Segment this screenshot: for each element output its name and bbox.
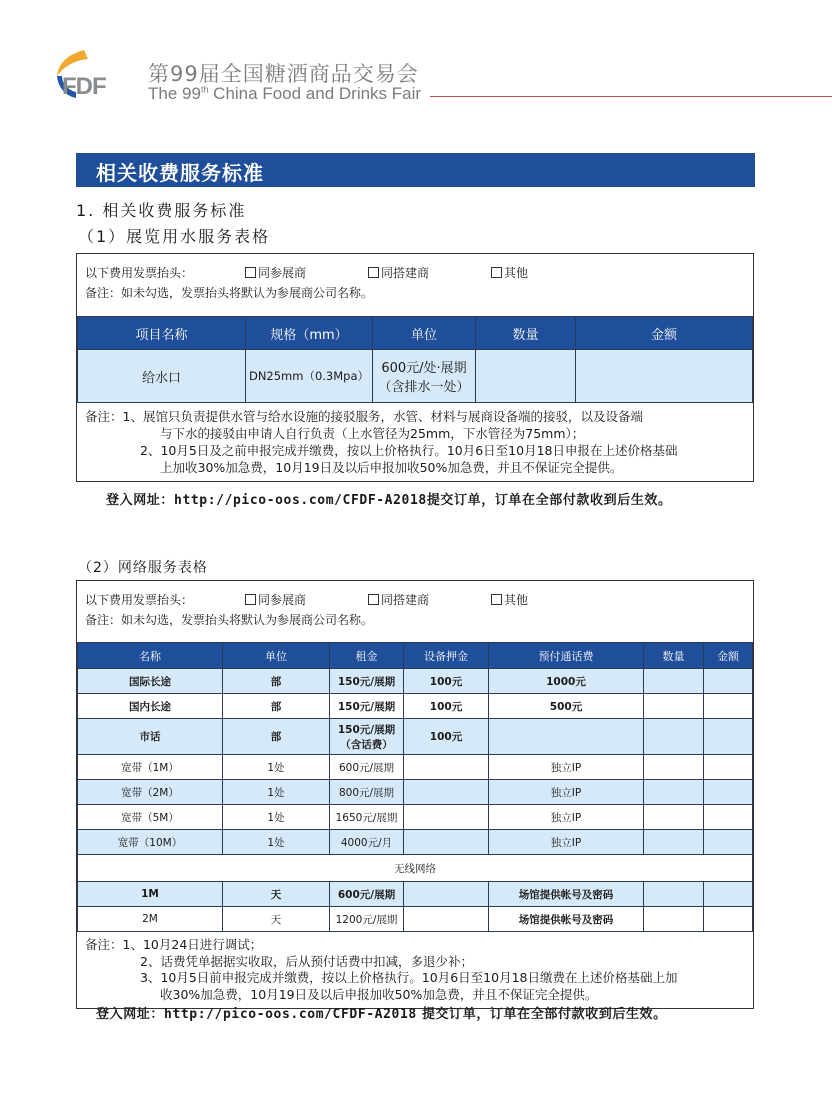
cell-unit: 部 — [223, 694, 330, 719]
note-item: 收30%加急费，10月19日及以后申报加收50%加急费，并且不保证完全提供。 — [160, 986, 598, 1002]
cell-unit: 1处 — [223, 780, 330, 805]
invoice-label: 以下费用发票抬头： — [85, 592, 194, 607]
note-item: 1、10月24日进行调试； — [122, 937, 263, 952]
cell-unit: 天 — [223, 882, 330, 907]
cell-prepay: 独立IP — [489, 780, 644, 805]
cell-amount[interactable] — [704, 780, 753, 805]
cell-unit: 部 — [223, 669, 330, 694]
table-row — [78, 694, 753, 719]
table-row — [78, 805, 753, 830]
cell-qty[interactable] — [644, 755, 704, 780]
cell-deposit — [404, 882, 489, 907]
checkbox-icon[interactable] — [245, 267, 256, 278]
fair-title-cn: 第99届全国糖酒商品交易会 — [148, 62, 419, 86]
option-label: 其他 — [504, 265, 529, 280]
invoice-option-builder[interactable] — [368, 264, 491, 281]
note-item: 1、展馆只负责提供水管与给水设施的接驳服务，水管、材料与展商设备端的接驳，以及设备端 — [122, 409, 643, 424]
notes-prefix: 备注： — [85, 937, 123, 952]
cell-rent — [330, 719, 404, 755]
cell-prepay: 500元 — [489, 694, 644, 719]
invoice-option-exhibitor[interactable] — [245, 264, 368, 281]
cell-prepay: 场馆提供帐号及密码 — [489, 907, 644, 932]
logo-text: FDF — [62, 73, 106, 100]
checkbox-icon[interactable] — [491, 267, 502, 278]
table-row — [78, 882, 753, 907]
cell-amount[interactable] — [704, 882, 753, 907]
invoice-option-other[interactable] — [491, 264, 614, 281]
checkbox-icon[interactable] — [368, 594, 379, 605]
table-row — [78, 350, 753, 403]
cell-amount[interactable] — [704, 805, 753, 830]
cell-qty[interactable] — [644, 805, 704, 830]
url-suffix: 提交订单，订单在全部付款收到后生效。 — [426, 493, 672, 508]
table-row — [78, 907, 753, 932]
cell-deposit — [404, 830, 489, 855]
invoice-option-exhibitor[interactable] — [245, 591, 368, 608]
col-header: 租金 — [330, 643, 404, 669]
cell-rent: 1650元/展期 — [330, 805, 404, 830]
title-en-suffix: China Food and Drinks Fair — [208, 84, 422, 103]
rent-line: （含话费） — [340, 738, 393, 751]
col-header: 金额 — [704, 643, 753, 669]
option-label: 同参展商 — [258, 265, 307, 280]
cell-name: 国内长途 — [78, 694, 223, 719]
fair-title-en — [148, 84, 421, 104]
cell-deposit — [404, 805, 489, 830]
option-label: 其他 — [504, 592, 529, 607]
network-rows — [78, 669, 753, 855]
col-header: 数量 — [476, 317, 576, 350]
cell-name: 市话 — [78, 719, 223, 755]
section-title-bar — [76, 153, 755, 187]
cell-deposit: 100元 — [404, 694, 489, 719]
col-header: 名称 — [78, 643, 223, 669]
cell-qty[interactable] — [644, 669, 704, 694]
option-label: 同参展商 — [258, 592, 307, 607]
header-divider — [430, 96, 832, 97]
water-table — [77, 316, 753, 403]
water-notes — [77, 403, 753, 481]
invoice-option-builder[interactable] — [368, 591, 491, 608]
cell-rent: 600元/展期 — [330, 755, 404, 780]
col-header: 单位 — [373, 317, 476, 350]
cell-amount[interactable] — [576, 350, 753, 403]
unit-line: 600元/处·展期 — [381, 361, 467, 376]
cell-unit: 部 — [223, 719, 330, 755]
note-item: 2、话费凭单据据实收取，后从预付话费中扣减，多退少补； — [140, 953, 473, 969]
cell-deposit: 100元 — [404, 719, 489, 755]
cell-name: 1M — [78, 882, 223, 907]
cell-qty[interactable] — [644, 694, 704, 719]
cell-name: 宽带（5M） — [78, 805, 223, 830]
cell-deposit — [404, 907, 489, 932]
cell-unit: 天 — [223, 907, 330, 932]
cell-qty[interactable] — [644, 719, 704, 755]
checkbox-icon[interactable] — [368, 267, 379, 278]
cell-prepay: 独立IP — [489, 830, 644, 855]
col-header: 规格（mm） — [246, 317, 373, 350]
url-suffix: 提交订单，订单在全部付款收到后生效。 — [416, 1007, 667, 1022]
notes-prefix: 备注： — [85, 409, 123, 424]
table-header-row — [78, 317, 753, 350]
cell-qty[interactable] — [644, 907, 704, 932]
water-table-box — [76, 253, 754, 482]
cell-prepay — [489, 719, 644, 755]
rent-line: 150元/展期 — [337, 723, 396, 736]
cell-name: 国际长途 — [78, 669, 223, 694]
order-url-link[interactable]: http://pico-oos.com/CFDF-A2018 — [164, 1007, 417, 1022]
invoice-note: 备注：如未勾选，发票抬头将默认为参展商公司名称。 — [85, 286, 374, 300]
option-label: 同搭建商 — [381, 592, 430, 607]
cell-deposit: 100元 — [404, 669, 489, 694]
wireless-rows — [78, 882, 753, 932]
note-item: 上加收30%加急费，10月19日及以后申报加收50%加急费，并且不保证完全提供。 — [160, 460, 623, 475]
water-invoice — [77, 254, 753, 316]
url-label: 登入网址： — [96, 1007, 165, 1022]
cell-qty[interactable] — [644, 882, 704, 907]
invoice-note: 备注：如未勾选，发票抬头将默认为参展商公司名称。 — [85, 613, 374, 627]
checkbox-icon[interactable] — [491, 594, 502, 605]
wireless-label: 无线网络 — [78, 855, 753, 882]
network-table — [77, 642, 753, 932]
cell-name: 宽带（2M） — [78, 780, 223, 805]
table-row — [78, 755, 753, 780]
cell-name: 宽带（1M） — [78, 755, 223, 780]
heading-1: 1. 相关收费服务标准 — [76, 201, 247, 220]
wireless-section-row — [78, 855, 753, 882]
table-header-row — [78, 643, 753, 669]
col-header: 单位 — [223, 643, 330, 669]
cell-amount[interactable] — [704, 694, 753, 719]
page-header — [0, 0, 832, 120]
title-en-prefix: The 99 — [148, 84, 201, 103]
cell-amount[interactable] — [704, 755, 753, 780]
url-label: 登入网址： — [106, 493, 175, 508]
cell-prepay: 独立IP — [489, 755, 644, 780]
cell-rent: 150元/展期 — [330, 694, 404, 719]
note-item: 与下水的接驳由申请人自行负责（上水管径为25mm，下水管径为75mm）； — [160, 426, 585, 441]
cell-unit: 1处 — [223, 805, 330, 830]
col-header: 项目名称 — [78, 317, 246, 350]
title-en-sup: th — [200, 84, 209, 95]
col-header: 数量 — [644, 643, 704, 669]
cell-amount[interactable] — [704, 669, 753, 694]
invoice-option-other[interactable] — [491, 591, 614, 608]
cell-unit — [373, 350, 476, 403]
cell-name: 2M — [78, 907, 223, 932]
col-header: 设备押金 — [404, 643, 489, 669]
water-heading: （1）展览用水服务表格 — [78, 227, 271, 246]
order-url-link[interactable]: http://pico-oos.com/CFDF-A2018 — [174, 493, 427, 508]
cell-amount[interactable] — [704, 830, 753, 855]
cell-prepay: 独立IP — [489, 805, 644, 830]
cell-qty[interactable] — [644, 830, 704, 855]
network-notes — [77, 932, 753, 1008]
cell-prepay: 场馆提供帐号及密码 — [489, 882, 644, 907]
table-row — [78, 669, 753, 694]
cell-name: 宽带（10M） — [78, 830, 223, 855]
table-row — [78, 719, 753, 755]
cell-spec: DN25mm（0.3Mpa） — [246, 350, 373, 403]
water-order-url-line — [106, 489, 672, 508]
cell-rent: 4000元/月 — [330, 830, 404, 855]
table-row — [78, 830, 753, 855]
checkbox-icon[interactable] — [245, 594, 256, 605]
cell-qty[interactable] — [476, 350, 576, 403]
network-order-url-line — [96, 1003, 667, 1022]
cell-rent: 150元/展期 — [330, 669, 404, 694]
col-header: 金额 — [576, 317, 753, 350]
option-label: 同搭建商 — [381, 265, 430, 280]
col-header: 预付通话费 — [489, 643, 644, 669]
cell-deposit — [404, 755, 489, 780]
cell-rent: 800元/展期 — [330, 780, 404, 805]
section-title: 相关收费服务标准 — [96, 161, 264, 185]
unit-line: （含排水一处） — [378, 380, 470, 395]
network-table-box — [76, 580, 754, 1009]
cell-rent: 600元/展期 — [330, 882, 404, 907]
cell-amount[interactable] — [704, 719, 753, 755]
cell-rent: 1200元/展期 — [330, 907, 404, 932]
network-heading: （2）网络服务表格 — [78, 560, 208, 576]
cell-prepay: 1000元 — [489, 669, 644, 694]
note-item: 3、10月5日前申报完成并缴费，按以上价格执行。10月6日至10月18日缴费在上述价格基础上加 — [140, 970, 678, 985]
cell-qty[interactable] — [644, 780, 704, 805]
cell-amount[interactable] — [704, 907, 753, 932]
cell-unit: 1处 — [223, 830, 330, 855]
network-invoice — [77, 581, 753, 642]
table-row — [78, 780, 753, 805]
cell-unit: 1处 — [223, 755, 330, 780]
cell-deposit — [404, 780, 489, 805]
invoice-label: 以下费用发票抬头： — [85, 265, 194, 280]
note-item: 2、10月5日及之前申报完成并缴费，按以上价格执行。10月6日至10月18日申报在上述价格基础 — [140, 443, 678, 458]
cell-name: 给水口 — [78, 350, 246, 403]
